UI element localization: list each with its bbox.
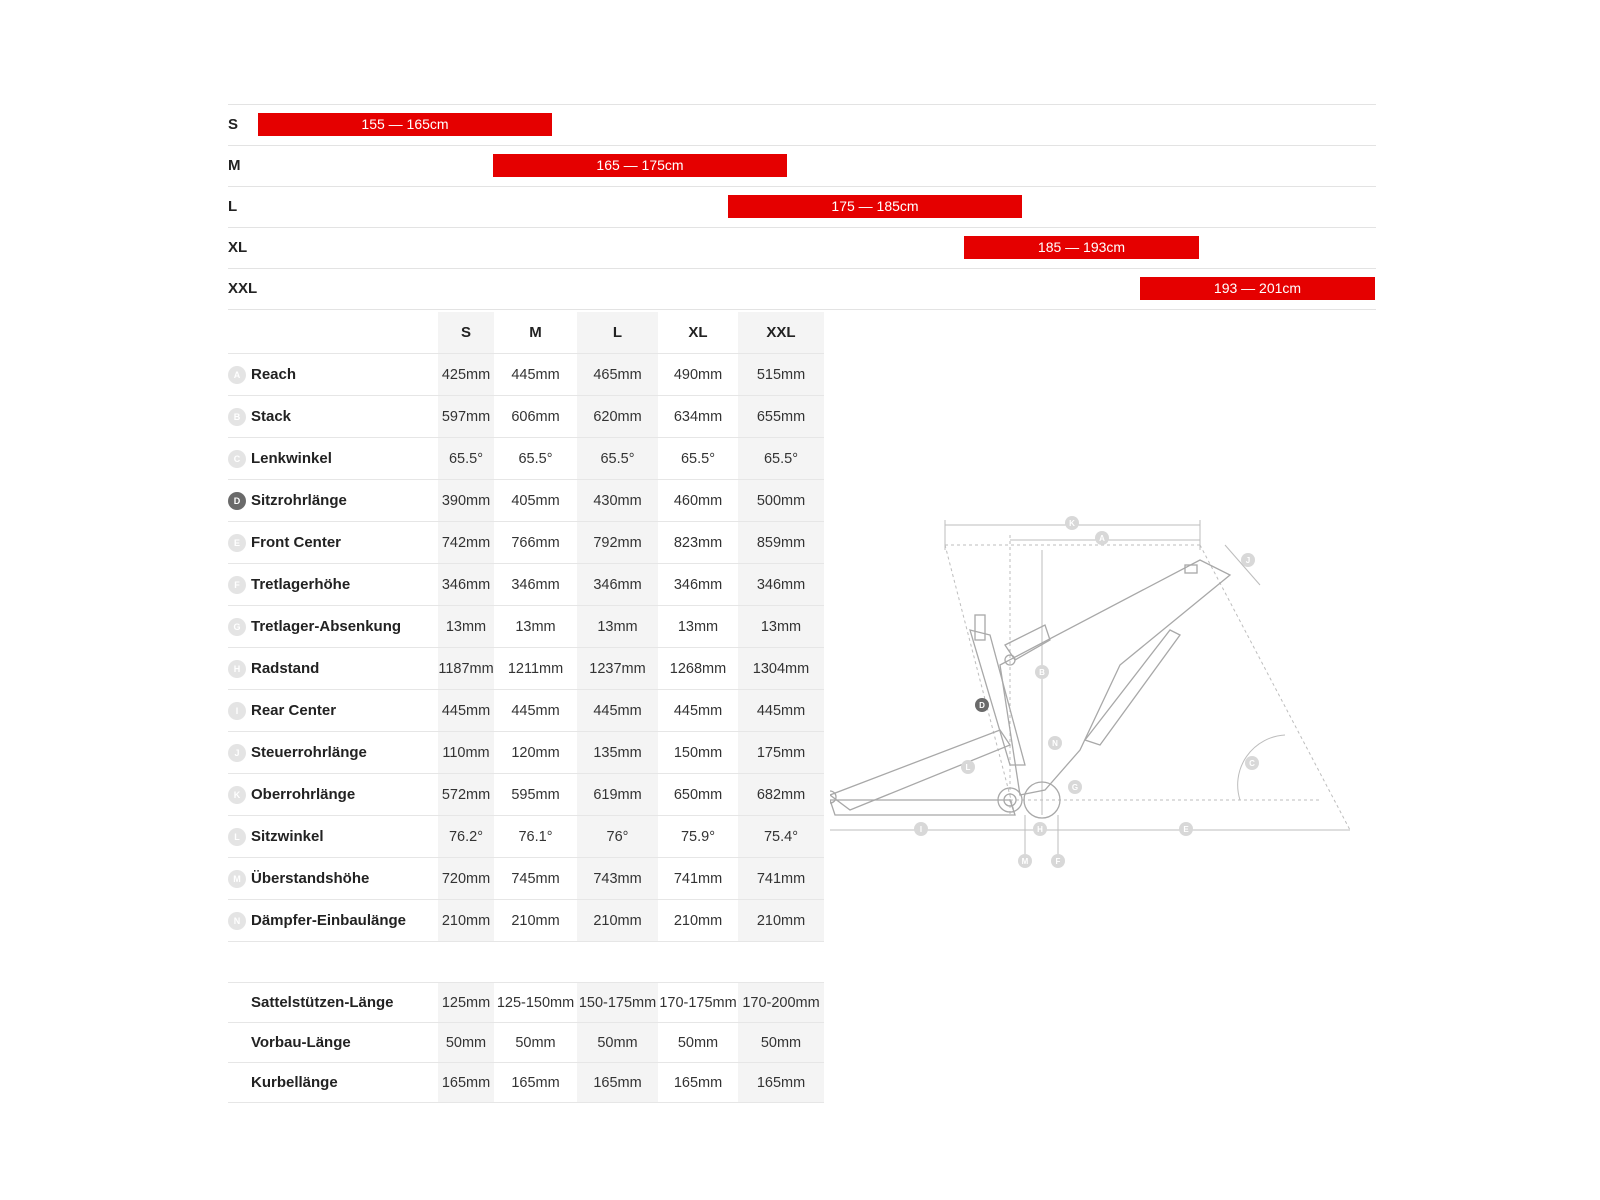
table-row[interactable] [228, 438, 824, 480]
row-label-cell [228, 648, 438, 690]
diagram-label-active: D [979, 701, 985, 710]
letter-badge-icon: B [228, 408, 246, 426]
table-cell: 741mm [658, 858, 738, 900]
table-cell: 1268mm [658, 648, 738, 690]
size-row [228, 186, 1376, 227]
table-cell: 210mm [738, 900, 824, 942]
table-cell: 65.5° [494, 438, 577, 480]
table-row[interactable] [228, 1023, 824, 1063]
table-cell: 13mm [738, 606, 824, 648]
spacer-cell [494, 942, 577, 983]
table-cell: 65.5° [738, 438, 824, 480]
size-label: XL [228, 239, 248, 256]
letter-badge-icon: A [228, 366, 246, 384]
table-row[interactable] [228, 816, 824, 858]
row-label [228, 366, 438, 384]
table-cell: 742mm [438, 522, 494, 564]
table-cell: 792mm [577, 522, 658, 564]
table-cell: 13mm [658, 606, 738, 648]
table-row[interactable] [228, 396, 824, 438]
table-cell: 682mm [738, 774, 824, 816]
spacer-cell [738, 942, 824, 983]
row-name: Tretlager-Absenkung [251, 618, 402, 635]
table-cell: 515mm [738, 354, 824, 396]
table-cell: 445mm [738, 690, 824, 732]
frame-main [1000, 560, 1230, 795]
table-cell: 76° [577, 816, 658, 858]
letter-badge-icon: M [228, 870, 246, 888]
row-name: Front Center [251, 534, 341, 551]
row-name: Überstandshöhe [251, 870, 370, 887]
row-name: Steuerrohrlänge [251, 744, 367, 761]
row-label [228, 408, 438, 426]
row-label-cell [228, 774, 438, 816]
table-cell: 859mm [738, 522, 824, 564]
table-cell: 634mm [658, 396, 738, 438]
letter-badge-icon: I [228, 702, 246, 720]
table-cell: 766mm [494, 522, 577, 564]
row-label-cell [228, 816, 438, 858]
letter-badge-icon: L [228, 828, 246, 846]
spacer-cell [438, 942, 494, 983]
diagram-label: J [1245, 556, 1251, 565]
table-cell: 165mm [738, 1063, 824, 1103]
size-row [228, 104, 1376, 145]
letter-badge-icon: G [228, 618, 246, 636]
table-cell: 720mm [438, 858, 494, 900]
size-label: M [228, 157, 241, 174]
letter-badge-icon: N [228, 912, 246, 930]
table-cell: 150mm [658, 732, 738, 774]
table-row[interactable] [228, 564, 824, 606]
row-label-cell [228, 690, 438, 732]
table-cell: 75.4° [738, 816, 824, 858]
table-cell: 165mm [438, 1063, 494, 1103]
row-label-cell [228, 564, 438, 606]
row-label-cell [228, 396, 438, 438]
column-header[interactable]: XXL [738, 312, 824, 354]
table-header-row [228, 312, 824, 354]
table-cell: 1211mm [494, 648, 577, 690]
diagram-label: G [1071, 783, 1079, 792]
table-cell: 170-175mm [658, 983, 738, 1023]
table-cell: 572mm [438, 774, 494, 816]
letter-badge-icon: H [228, 660, 246, 678]
table-cell: 13mm [494, 606, 577, 648]
row-label [228, 702, 438, 720]
table-cell: 75.9° [658, 816, 738, 858]
row-label-cell [228, 480, 438, 522]
down-tube-detail [1085, 630, 1180, 745]
row-name: Sitzwinkel [251, 828, 324, 845]
diagram-label: F [1055, 857, 1061, 866]
row-name: Tretlagerhöhe [251, 576, 351, 593]
table-cell: 655mm [738, 396, 824, 438]
diagram-label: E [1183, 825, 1189, 834]
table-cell: 135mm [577, 732, 658, 774]
dimension-guide [1200, 545, 1350, 830]
column-header[interactable]: S [438, 312, 494, 354]
row-label-cell [228, 354, 438, 396]
diagram-label: L [965, 763, 971, 772]
table-cell: 50mm [738, 1023, 824, 1063]
table-cell: 445mm [494, 354, 577, 396]
size-row [228, 227, 1376, 268]
table-cell: 165mm [577, 1063, 658, 1103]
table-row[interactable] [228, 858, 824, 900]
bike-geometry-diagram [830, 515, 1390, 895]
table-cell: 500mm [738, 480, 824, 522]
row-label-cell [228, 900, 438, 942]
spacer-cell [577, 942, 658, 983]
table-row[interactable] [228, 354, 824, 396]
diagram-label: H [1037, 825, 1043, 834]
size-range-bar: 155 — 165cm [258, 113, 552, 136]
dimension-guide [945, 545, 1015, 815]
geometry-table [228, 312, 824, 1103]
diagram-label: M [1021, 857, 1029, 866]
row-name: Radstand [251, 660, 320, 677]
size-range-bar: 165 — 175cm [493, 154, 787, 177]
table-cell: 465mm [577, 354, 658, 396]
table-cell: 445mm [577, 690, 658, 732]
row-label [228, 534, 438, 552]
header-empty-cell [228, 312, 438, 354]
seat-tube [970, 630, 1025, 765]
table-cell: 50mm [494, 1023, 577, 1063]
table-cell: 346mm [738, 564, 824, 606]
size-label: S [228, 116, 239, 133]
table-cell: 50mm [438, 1023, 494, 1063]
table-spacer [228, 942, 824, 983]
diagram-label: N [1052, 739, 1058, 748]
table-cell: 346mm [494, 564, 577, 606]
table-cell: 150-175mm [577, 983, 658, 1023]
table-cell: 823mm [658, 522, 738, 564]
letter-badge-icon: D [228, 492, 246, 510]
table-cell: 460mm [658, 480, 738, 522]
table-cell: 210mm [438, 900, 494, 942]
table-cell: 445mm [658, 690, 738, 732]
size-range-bar: 193 — 201cm [1140, 277, 1375, 300]
table-cell: 1187mm [438, 648, 494, 690]
letter-badge-icon: E [228, 534, 246, 552]
table-cell: 390mm [438, 480, 494, 522]
table-cell: 430mm [577, 480, 658, 522]
column-header[interactable]: M [494, 312, 577, 354]
row-label-cell [228, 606, 438, 648]
seatpost [975, 615, 985, 640]
size-chart [228, 104, 1376, 310]
table-cell: 445mm [494, 690, 577, 732]
table-cell: 741mm [738, 858, 824, 900]
table-cell: 743mm [577, 858, 658, 900]
table-cell: 595mm [494, 774, 577, 816]
row-name: Dämpfer-Einbaulänge [251, 912, 407, 929]
table-row[interactable] [228, 690, 824, 732]
table-cell: 175mm [738, 732, 824, 774]
table-cell: 405mm [494, 480, 577, 522]
diagram-label: I [919, 825, 923, 834]
head-angle-arc [1238, 735, 1285, 800]
size-row [228, 268, 1376, 310]
dimension-line-j [1225, 545, 1260, 585]
row-name: Kurbellänge [228, 1063, 438, 1103]
table-cell: 210mm [577, 900, 658, 942]
row-label-cell [228, 858, 438, 900]
row-label [228, 870, 438, 888]
table-row[interactable] [228, 648, 824, 690]
row-label-cell [228, 522, 438, 564]
table-row[interactable] [228, 1063, 824, 1103]
row-label [228, 492, 438, 510]
row-label [228, 660, 438, 678]
table-cell: 65.5° [577, 438, 658, 480]
row-label [228, 576, 438, 594]
row-name: Vorbau-Länge [228, 1023, 438, 1063]
table-cell: 13mm [577, 606, 658, 648]
row-label [228, 786, 438, 804]
table-cell: 76.2° [438, 816, 494, 858]
table-cell: 120mm [494, 732, 577, 774]
row-label [228, 618, 438, 636]
letter-badge-icon: J [228, 744, 246, 762]
column-header[interactable]: L [577, 312, 658, 354]
table-cell: 110mm [438, 732, 494, 774]
table-cell: 65.5° [658, 438, 738, 480]
size-label: XXL [228, 280, 258, 297]
size-label: L [228, 198, 238, 215]
column-header[interactable]: XL [658, 312, 738, 354]
table-cell: 165mm [658, 1063, 738, 1103]
row-label [228, 912, 438, 930]
table-cell: 346mm [438, 564, 494, 606]
table-cell: 620mm [577, 396, 658, 438]
table-cell: 346mm [577, 564, 658, 606]
table-cell: 1237mm [577, 648, 658, 690]
table-cell: 13mm [438, 606, 494, 648]
letter-badge-icon: C [228, 450, 246, 468]
size-range-bar: 185 — 193cm [964, 236, 1199, 259]
table-cell: 210mm [658, 900, 738, 942]
table-cell: 170-200mm [738, 983, 824, 1023]
row-name: Sitzrohrlänge [251, 492, 347, 509]
table-row[interactable] [228, 480, 824, 522]
spacer-cell [658, 942, 738, 983]
table-cell: 50mm [658, 1023, 738, 1063]
table-cell: 346mm [658, 564, 738, 606]
table-cell: 490mm [658, 354, 738, 396]
letter-badge-icon: F [228, 576, 246, 594]
seat-stay [830, 730, 1010, 810]
row-label [228, 828, 438, 846]
row-label-cell [228, 438, 438, 480]
diagram-label: C [1249, 759, 1255, 768]
row-name: Reach [251, 366, 297, 383]
letter-badge-icon: K [228, 786, 246, 804]
table-cell: 210mm [494, 900, 577, 942]
table-row[interactable] [228, 732, 824, 774]
row-name: Stack [251, 408, 292, 425]
table-cell: 650mm [658, 774, 738, 816]
table-cell: 425mm [438, 354, 494, 396]
diagram-label: K [1069, 519, 1075, 528]
table-cell: 1304mm [738, 648, 824, 690]
table-cell: 65.5° [438, 438, 494, 480]
table-row[interactable] [228, 522, 824, 564]
table-cell: 606mm [494, 396, 577, 438]
row-label [228, 744, 438, 762]
table-cell: 597mm [438, 396, 494, 438]
diagram-label: B [1039, 668, 1045, 677]
spacer-cell [228, 942, 438, 983]
table-cell: 619mm [577, 774, 658, 816]
table-row[interactable] [228, 983, 824, 1023]
row-label [228, 450, 438, 468]
table-cell: 50mm [577, 1023, 658, 1063]
size-row [228, 145, 1376, 186]
table-cell: 445mm [438, 690, 494, 732]
table-cell: 165mm [494, 1063, 577, 1103]
table-row[interactable] [228, 774, 824, 816]
row-name: Lenkwinkel [251, 450, 332, 467]
row-name: Sattelstützen-Länge [228, 983, 438, 1023]
row-name: Oberrohrlänge [251, 786, 356, 803]
diagram-label: A [1099, 534, 1105, 543]
table-row[interactable] [228, 606, 824, 648]
table-cell: 125mm [438, 983, 494, 1023]
row-label-cell [228, 732, 438, 774]
table-cell: 745mm [494, 858, 577, 900]
size-range-bar: 175 — 185cm [728, 195, 1022, 218]
table-cell: 125-150mm [494, 983, 577, 1023]
row-name: Rear Center [251, 702, 337, 719]
table-row[interactable] [228, 900, 824, 942]
table-cell: 76.1° [494, 816, 577, 858]
